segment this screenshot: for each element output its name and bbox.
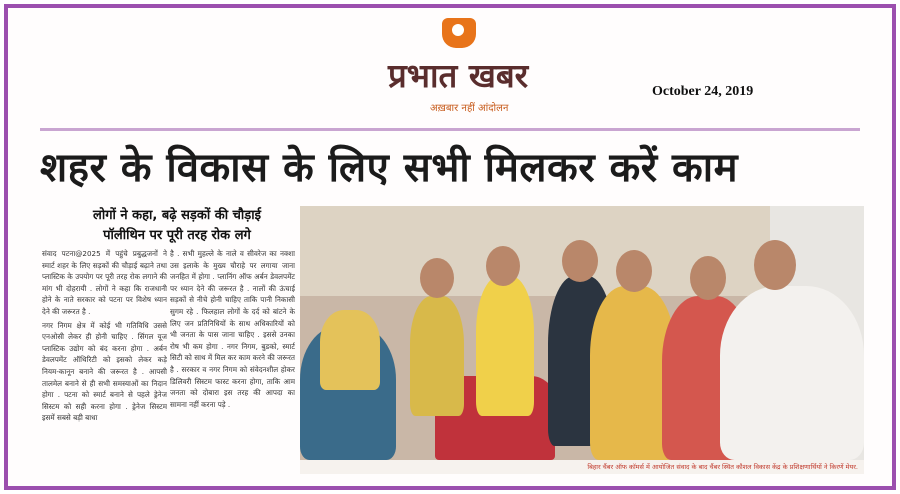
- photo-caption: बिहार चैंबर ऑफ कॉमर्स में आयोजित संवाद के बाद चैंबर स्थित कौशल विकास केंद्र के प्रशिक्षणार्थियों ने किरणें मेयर.: [300, 460, 864, 474]
- article-paragraph: नगर निगम क्षेत्र में कोई भी गतिविधि उससे एनओसी लेकर ही होनी चाहिए . सिंगल यूज प्लास्टिक उद्योग को बंद करना होगा . अर्बन डेवलपमेंट ऑथिरिटी को इसको लेकर कड़े नियम-कानून बनाने की जरूरत है . आपसी तालमेल बनाने से ही सभी समस्याओं का निदान होगा . पटना को स्मार्ट बनाने से पहले ड्रेनेज सिस्टम को सही करना होगा . ड्रेनेज सिस्टम इसमें सबसे बड़ी बाधा: [42, 320, 167, 423]
- publication-date: October 24, 2019: [652, 84, 754, 99]
- photo-person: [720, 286, 864, 460]
- photo-person: [320, 310, 380, 390]
- header-divider: [40, 128, 860, 131]
- article-paragraph: संवाद पटना@2025 में पहुंचे प्रबुद्धजनों ने स्मार्ट शहर के लिए सड़कों की चौड़ाई बढ़ाने तथा प्लास्टिक के उपयोग पर पूरी तरह रोक लगाने की मांग भी दोहरायी . लोगों ने कहा कि राजधानी होने के नाते सरकार को पटना पर विशेष ध्यान देने की जरूरत है .: [42, 249, 167, 316]
- article-column-2: [170, 248, 295, 468]
- article-photo: [300, 206, 864, 460]
- subheadline: [52, 206, 302, 246]
- article-paragraph: है . सभी मुहल्ले के नाले व सीवरेज का नक्शा उस इलाके के मुख्य चौराहे पर लगाया जाना जनहित में होगा . प्लानिंग ऑफ अर्बन डेवलपमेंट पर ध्यान देने की जरूरत है . नालों की ऊंचाई सड़कों से नीचे होनी चाहिए ताकि पानी निकासी सुगम रहे . फिलहाल लोगों के दर्द को बांटने के लिए जन प्रतिनिधियों के साथ अधिकारियों को भी जनता के पास जाना चाहिए . इससे उनका रोष भी कम होगा . नगर निगम, बुडको, स्मार्ट सिटी को साथ में मिल कर काम करने की जरूरत है . सरकार व नगर निगम को संवेदनशील होकर डिलिवरी सिस्टम फास्ट करना होगा, ताकि आम जनता को दोबारा इस तरह की आपदा का सामना नहीं करना पड़े .: [170, 249, 295, 409]
- photo-person-head: [420, 258, 454, 298]
- photo-person-head: [616, 250, 652, 292]
- photo-person-head: [486, 246, 520, 286]
- newspaper-tagline: अख़बार नहीं आंदोलन: [430, 103, 509, 114]
- photo-person: [410, 296, 464, 416]
- photo-person-head: [754, 240, 796, 290]
- photo-person-head: [690, 256, 726, 300]
- newspaper-masthead: [384, 18, 534, 122]
- photo-person-head: [562, 240, 598, 282]
- subheadline-line-1: लोगों ने कहा, बढ़े सड़कों की चौड़ाई: [93, 208, 261, 223]
- subheadline-line-2: पॉलीथिन पर पूरी तरह रोक लगे: [103, 228, 251, 243]
- article-column-1: [42, 248, 167, 468]
- headline: शहर के विकास के लिए सभी मिलकर करें काम: [40, 145, 739, 191]
- newspaper-logo-icon: [442, 18, 476, 48]
- newspaper-name: प्रभात खबर: [388, 56, 529, 95]
- photo-person: [476, 276, 534, 416]
